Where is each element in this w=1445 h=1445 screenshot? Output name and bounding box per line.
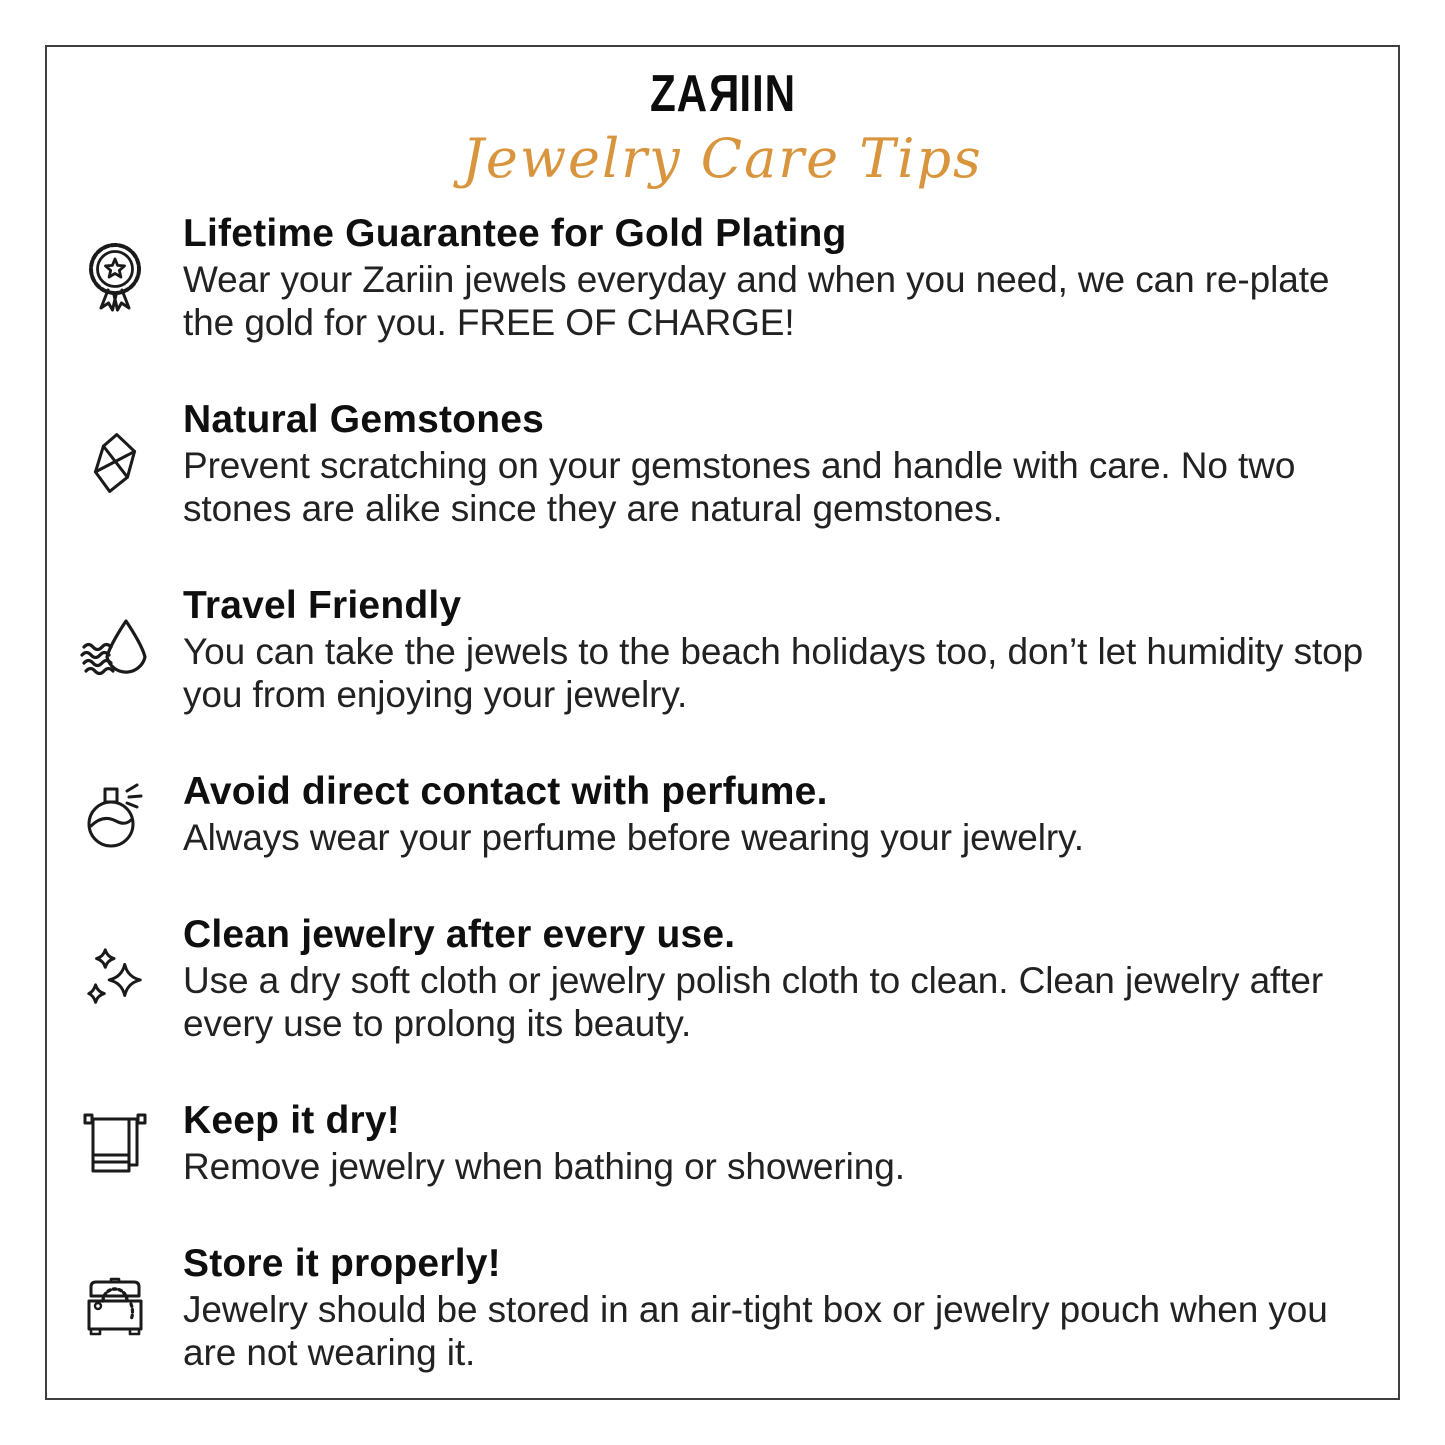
water-drop-icon bbox=[76, 613, 154, 685]
tip-icon-column bbox=[47, 943, 183, 1013]
tip-body: Use a dry soft cloth or jewelry polish cloth to clean. Clean jewelry after every use to prolong its beauty. bbox=[183, 960, 1324, 1045]
tip-title: Lifetime Guarantee for Gold Plating bbox=[183, 212, 847, 256]
card-border-frame bbox=[45, 45, 1400, 1400]
tip-item-travel-friendly bbox=[47, 582, 1398, 716]
brand-logo-text-prefix: ZA bbox=[649, 65, 708, 124]
tip-title: Natural Gemstones bbox=[183, 398, 545, 442]
tip-text bbox=[183, 911, 1383, 1045]
tip-title: Travel Friendly bbox=[183, 584, 462, 628]
tip-item-gold-plating bbox=[47, 210, 1398, 344]
brand-logo-text-suffix: IIN bbox=[738, 65, 796, 124]
tip-body: Wear your Zariin jewels everyday and when you need, we can re-plate the gold for you. FREE OF CHARGE! bbox=[183, 259, 1330, 344]
tip-text bbox=[183, 1240, 1383, 1374]
tip-text bbox=[183, 210, 1383, 344]
tip-title: Store it properly! bbox=[183, 1242, 501, 1286]
medal-icon bbox=[79, 238, 151, 316]
tip-body: You can take the jewels to the beach holidays too, don’t let humidity stop you from enjoying your jewelry. bbox=[183, 631, 1364, 716]
tip-item-store-properly bbox=[47, 1240, 1398, 1374]
gemstone-icon bbox=[83, 427, 147, 499]
tip-item-clean-jewelry bbox=[47, 911, 1398, 1045]
tip-icon-column bbox=[47, 1274, 183, 1340]
tip-body: Jewelry should be stored in an air-tight box or jewelry pouch when you are not wearing it. bbox=[183, 1289, 1328, 1374]
page-title: Jewelry Care Tips bbox=[462, 127, 983, 190]
tip-text bbox=[183, 582, 1383, 716]
brand-logo bbox=[649, 65, 796, 124]
tips-list bbox=[47, 210, 1398, 1374]
tip-body: Prevent scratching on your gemstones and handle with care. No two stones are alike since they are natural gemstones. bbox=[183, 445, 1296, 530]
sparkles-icon bbox=[80, 943, 150, 1013]
tip-item-keep-it-dry bbox=[47, 1097, 1398, 1188]
tip-icon-column bbox=[47, 238, 183, 316]
tip-body: Remove jewelry when bathing or showering. bbox=[183, 1146, 905, 1188]
tip-text bbox=[183, 1097, 905, 1188]
tip-icon-column bbox=[47, 427, 183, 499]
jewelry-box-icon bbox=[77, 1274, 153, 1340]
tip-title: Keep it dry! bbox=[183, 1099, 400, 1143]
perfume-bottle-icon bbox=[75, 776, 155, 852]
tip-icon-column bbox=[47, 776, 183, 852]
tip-item-natural-gemstones bbox=[47, 396, 1398, 530]
tip-body: Always wear your perfume before wearing your jewelry. bbox=[183, 817, 1084, 859]
tip-title: Avoid direct contact with perfume. bbox=[183, 770, 828, 814]
tip-text bbox=[183, 396, 1383, 530]
brand-logo-mirrored-r: R bbox=[707, 65, 739, 124]
tip-item-avoid-perfume bbox=[47, 768, 1398, 859]
tip-icon-column bbox=[47, 1107, 183, 1179]
tip-text bbox=[183, 768, 1084, 859]
tip-icon-column bbox=[47, 613, 183, 685]
towel-icon bbox=[79, 1107, 151, 1179]
tip-title: Clean jewelry after every use. bbox=[183, 913, 736, 957]
header bbox=[47, 47, 1398, 188]
